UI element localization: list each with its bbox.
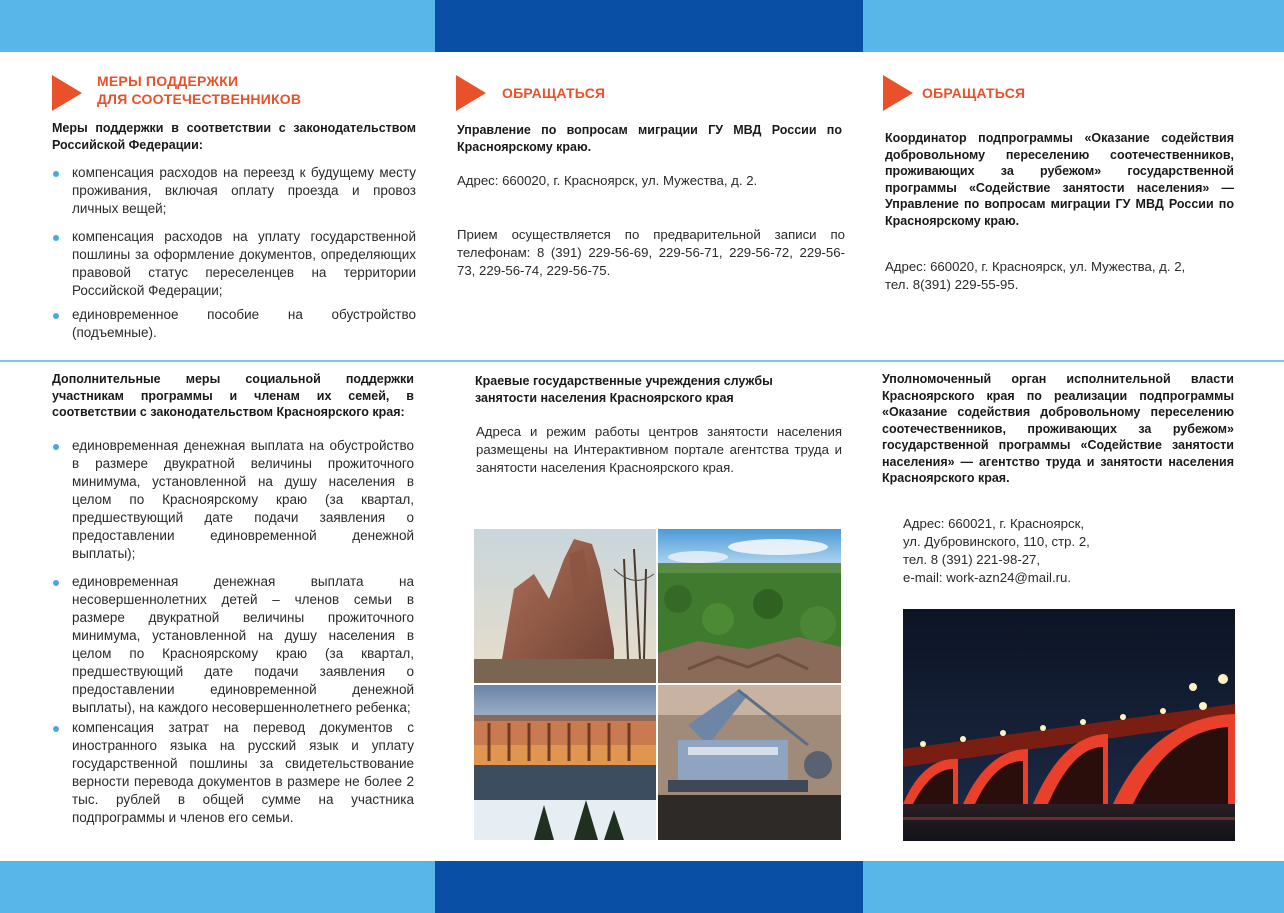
rock-pillars-photo xyxy=(474,529,656,683)
bottom-color-band xyxy=(0,861,1284,913)
support-heading-line2: ДЛЯ СООТЕЧЕСТВЕННИКОВ xyxy=(97,91,302,107)
authority-email: e-mail: work-azn24@mail.ru. xyxy=(903,570,1072,585)
support-heading-line1: МЕРЫ ПОДДЕРЖКИ xyxy=(97,73,239,89)
list-item: компенсация расходов на уплату государственной пошлины за оформление документов, определяющих правовой статус переселенцев на территории Российской Федерации; xyxy=(52,228,416,300)
migration-office-name: Управление по вопросам миграции ГУ МВД России по Красноярскому краю. xyxy=(457,123,842,154)
orange-arrow-icon xyxy=(456,75,486,111)
orange-arrow-icon xyxy=(52,75,82,111)
regional-measures-list xyxy=(52,437,414,827)
top-color-band xyxy=(0,0,1284,52)
authority-address-line1: Адрес: 660021, г. Красноярск, xyxy=(903,516,1085,531)
hydro-dam-photo xyxy=(474,685,656,840)
list-item: компенсация затрат на перевод документов с иностранного языка на русский язык и уплату государственной пошлины за свидетельствование верности перевода документов в размере не более 2 тыс. рублей в общей сумме на участника подпрограммы и членов его семьи. xyxy=(52,719,414,827)
employment-services-text: Адреса и режим работы центров занятости населения размещены на Интерактивном портале агентства труда и занятости населения Красноярского края. xyxy=(476,424,842,475)
bridge-night-photo xyxy=(903,609,1235,841)
authority-text: Уполномоченный орган исполнительной власти Красноярского края по реализации подпрограммы «Оказание содействия добровольному переселению соотечественников, проживающих за рубежом» государственной программы «Содействие занятости населения» — агентство труда и занятости населения Красноярского края. xyxy=(882,372,1234,485)
list-item: компенсация расходов на переезд к будущему месту проживания, включая оплату проезда и провоз личных вещей; xyxy=(52,164,416,218)
employment-services-title: Краевые государственные учреждения службы занятости населения Красноярского края xyxy=(475,374,773,405)
migration-office-address: Адрес: 660020, г. Красноярск, ул. Мужества, д. 2. xyxy=(457,173,758,188)
federal-measures-list xyxy=(52,164,416,342)
authority-contacts xyxy=(903,515,1203,587)
reception-info: Прием осуществляется по предварительной записи по телефонам: 8 (391) 229-56-69, 229-56-71, 229-56-72, 229-56-73, 229-56-74, 229-56-75. xyxy=(457,227,845,278)
federal-measures-intro: Меры поддержки в соответствии с законодательством Российской Федерации: xyxy=(52,121,416,152)
regional-measures-intro: Дополнительные меры социальной поддержки участникам программы и членам их семей, в соответствии с законодательством Красноярского края: xyxy=(52,372,414,419)
list-item: единовременное пособие на обустройство (подъемные). xyxy=(52,306,416,342)
horizontal-divider xyxy=(0,360,1284,362)
coordinator-text: Координатор подпрограммы «Оказание содействия добровольному переселению соотечественников, проживающих за рубежом» государственной программы «Содействие занятости населения» — Управление по вопросам миграции ГУ МВД России по Красноярскому краю. xyxy=(885,131,1234,228)
list-item: единовременная денежная выплата на обустройство в размере двукратной величины прожиточного минимума, установленной на душу населения в целом по Красноярскому краю (за квартал, предшествующий дате подачи заявления о предоставлении единовременной денежной выплаты); xyxy=(52,437,414,563)
coordinator-contacts xyxy=(885,258,1237,294)
contact-heading: ОБРАЩАТЬСЯ xyxy=(502,85,606,101)
contact-heading-coordinator: ОБРАЩАТЬСЯ xyxy=(922,85,1026,101)
support-heading xyxy=(97,72,397,108)
mining-excavator-photo xyxy=(658,685,841,840)
authority-phone: тел. 8 (391) 221-98-27, xyxy=(903,552,1041,567)
taiga-forest-photo xyxy=(658,529,841,683)
coordinator-phone: тел. 8(391) 229-55-95. xyxy=(885,277,1019,292)
coordinator-address: Адрес: 660020, г. Красноярск, ул. Мужества, д. 2, xyxy=(885,259,1186,274)
list-item: единовременная денежная выплата на несовершеннолетних детей – членов семьи в размере двукратной величины прожиточного минимума, установленной на душу населения в целом по Красноярскому краю (за квартал, предшествующий дате подачи заявления о предоставлении единовременной денежной выплаты), на каждого несовершеннолетнего ребенка; xyxy=(52,573,414,717)
authority-address-line2: ул. Дубровинского, 110, стр. 2, xyxy=(903,534,1090,549)
orange-arrow-icon xyxy=(883,75,913,111)
